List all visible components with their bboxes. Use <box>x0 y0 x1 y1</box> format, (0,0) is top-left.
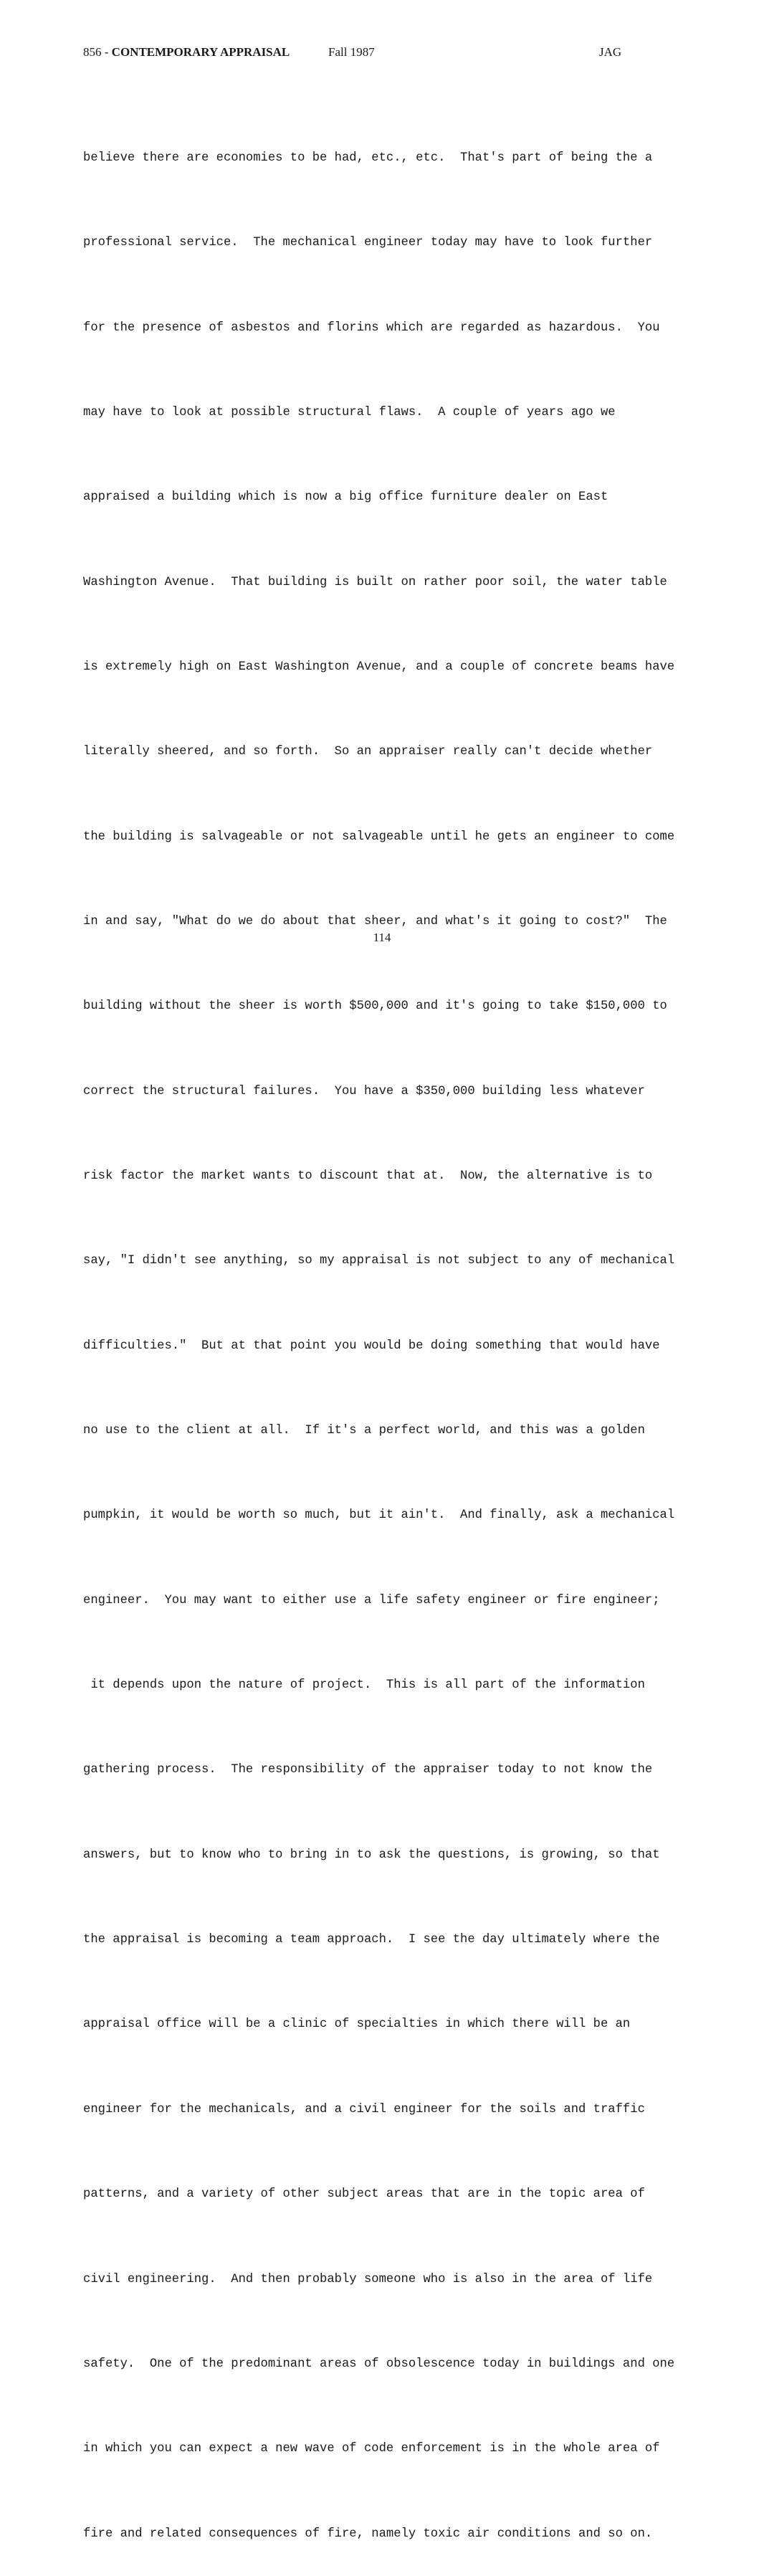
text-line: the building is salvageable or not salvageable until he gets an engineer to come <box>83 830 675 844</box>
text-line: difficulties." But at that point you would be doing something that would have <box>83 1339 660 1353</box>
text-line: no use to the client at all. If it's a perfect world, and this was a golden <box>83 1424 645 1438</box>
text-line: engineer for the mechanicals, and a civil engineer for the soils and traffic <box>83 2102 645 2116</box>
text-line: building without the sheer is worth $500,000 and it's going to take $150,000 to <box>83 999 667 1014</box>
text-line: patterns, and a variety of other subject areas that are in the topic area of <box>83 2187 645 2202</box>
course-title: CONTEMPORARY APPRAISAL <box>111 45 290 59</box>
course-number: 856 - <box>83 45 112 59</box>
text-line: fire and related consequences of fire, namely toxic air conditions and so on. <box>83 2527 653 2541</box>
text-line: say, "I didn't see anything, so my appraisal is not subject to any of mechanical <box>83 1254 675 1268</box>
text-line: correct the structural failures. You have a $350,000 building less whatever <box>83 1084 645 1098</box>
text-line: gathering process. The responsibility of the appraiser today to not know the <box>83 1763 653 1777</box>
text-line: believe there are economies to be had, etc., etc. That's part of being the a <box>83 151 653 165</box>
text-line: professional service. The mechanical engineer today may have to look further <box>83 236 653 250</box>
text-line: literally sheered, and so forth. So an appraiser really can't decide whether <box>83 745 653 759</box>
text-line: engineer. You may want to either use a life safety engineer or fire engineer; <box>83 1593 660 1607</box>
page-header <box>0 44 764 62</box>
term-label: Fall 1987 <box>328 45 375 59</box>
text-line: it depends upon the nature of project. This is all part of the information <box>83 1678 645 1693</box>
page-number: 114 <box>373 931 391 944</box>
transcript-body <box>83 87 728 2576</box>
text-line: in and say, "What do we do about that sheer, and what's it going to cost?" The <box>83 915 667 928</box>
text-line: the appraisal is becoming a team approach. I see the day ultimately where the <box>83 1933 660 1947</box>
text-line: Washington Avenue. That building is built on rather poor soil, the water table <box>83 575 667 589</box>
text-line: pumpkin, it would be worth so much, but it ain't. And finally, ask a mechanical <box>83 1508 675 1523</box>
text-line: appraised a building which is now a big office furniture dealer on East <box>83 490 608 505</box>
text-line: is extremely high on East Washington Avenue, and a couple of concrete beams have <box>83 660 675 674</box>
course-heading <box>83 44 290 60</box>
text-line: safety. One of the predominant areas of obsolescence today in buildings and one <box>83 2357 675 2371</box>
text-line: appraisal office will be a clinic of specialties in which there will be an <box>83 2017 631 2032</box>
text-line: in which you can expect a new wave of code enforcement is in the whole area of <box>83 2442 660 2456</box>
text-line: risk factor the market wants to discount that at. Now, the alternative is to <box>83 1169 653 1184</box>
author-initials: JAG <box>599 45 622 59</box>
text-line: for the presence of asbestos and florins which are regarded as hazardous. You <box>83 320 660 335</box>
text-line: answers, but to know who to bring in to ask the questions, is growing, so that <box>83 1848 660 1862</box>
text-line: civil engineering. And then probably someone who is also in the area of life <box>83 2272 653 2286</box>
text-line: may have to look at possible structural flaws. A couple of years ago we <box>83 405 616 419</box>
